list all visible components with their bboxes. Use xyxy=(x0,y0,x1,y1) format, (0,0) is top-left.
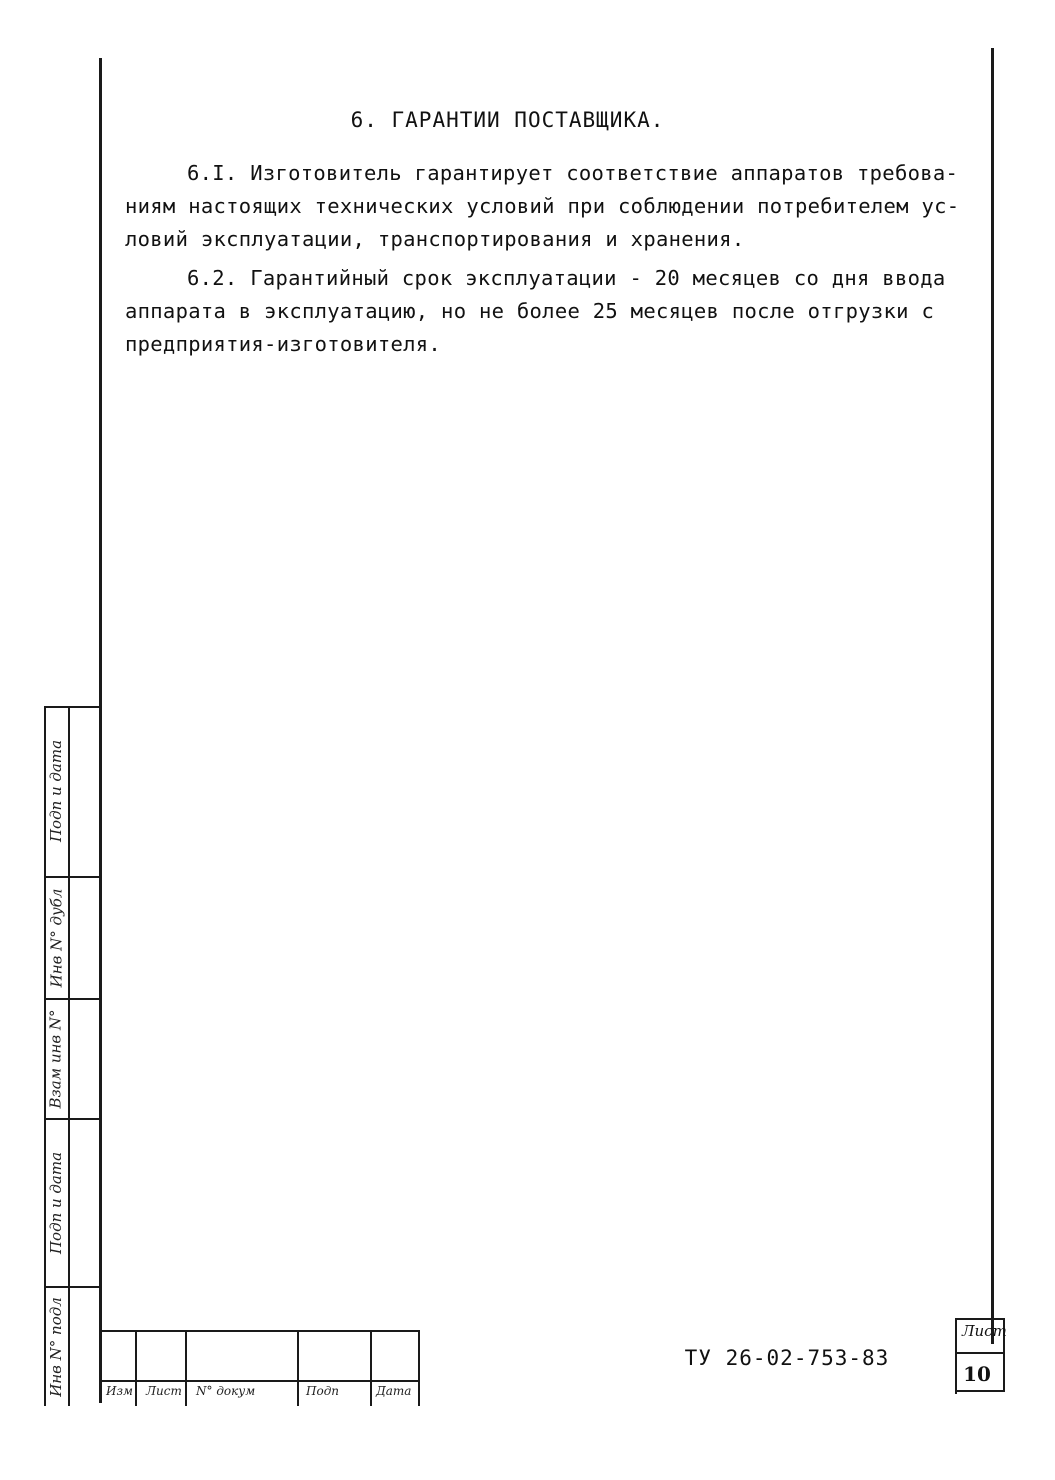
section-title: 6. ГАРАНТИИ ПОСТАВЩИКА. xyxy=(350,108,665,132)
paragraph-line: ловий эксплуатации, транспортирования и хранения. xyxy=(125,227,745,251)
paragraph-line: аппарата в эксплуатацию, но не более 25 месяцев после отгрузки с xyxy=(125,299,935,323)
title-block-line xyxy=(370,1330,372,1406)
title-block-line xyxy=(955,1390,1005,1392)
side-label: Инв N° дубл xyxy=(47,888,65,988)
paragraph-6-2 xyxy=(125,262,955,361)
title-block-line xyxy=(297,1330,299,1406)
paragraph-line: 6.2. Гарантийный срок эксплуатации - 20 месяцев со дня ввода xyxy=(187,266,946,290)
side-cell-dup-inventory xyxy=(44,878,68,998)
document-code: ТУ 26-02-753-83 xyxy=(684,1346,890,1370)
title-block-line xyxy=(185,1330,187,1406)
paragraph-line: ниям настоящих технических условий при соблюдении потребителем ус- xyxy=(125,194,960,218)
side-label: Подп и дата xyxy=(47,1151,65,1255)
paragraph-line: 6.I. Изготовитель гарантирует соответствие аппаратов требова- xyxy=(187,161,959,185)
paragraph-line: предприятия-изготовителя. xyxy=(125,332,442,356)
side-border-inner xyxy=(68,706,70,1406)
title-block-line xyxy=(418,1330,420,1406)
side-label: Взам инв N° xyxy=(47,1009,65,1109)
title-block-line xyxy=(135,1330,137,1406)
col-sheet: Лист xyxy=(146,1384,182,1398)
col-date: Дата xyxy=(376,1384,412,1398)
side-cell-sign-date-2 xyxy=(44,1120,68,1286)
title-block-line xyxy=(100,1380,420,1382)
sheet-number: 10 xyxy=(963,1362,991,1386)
side-stamp-column xyxy=(44,706,102,1406)
side-label: Подп и дата xyxy=(47,739,65,843)
side-cell-replace-inventory xyxy=(44,1000,68,1118)
title-block-line xyxy=(955,1318,1005,1320)
col-doc-number: N° докум xyxy=(196,1384,256,1398)
col-signature: Подп xyxy=(306,1384,340,1398)
col-change: Изм xyxy=(106,1384,133,1398)
frame-right-border xyxy=(991,48,994,1344)
side-cell-sign-date xyxy=(44,706,68,876)
title-block xyxy=(100,1318,1005,1406)
sheet-label: Лист xyxy=(962,1322,1007,1340)
side-label: Инв N° подл xyxy=(47,1297,66,1397)
paragraph-6-1 xyxy=(125,157,960,256)
title-block-line xyxy=(100,1330,420,1332)
side-cell-original-inventory xyxy=(44,1288,68,1406)
